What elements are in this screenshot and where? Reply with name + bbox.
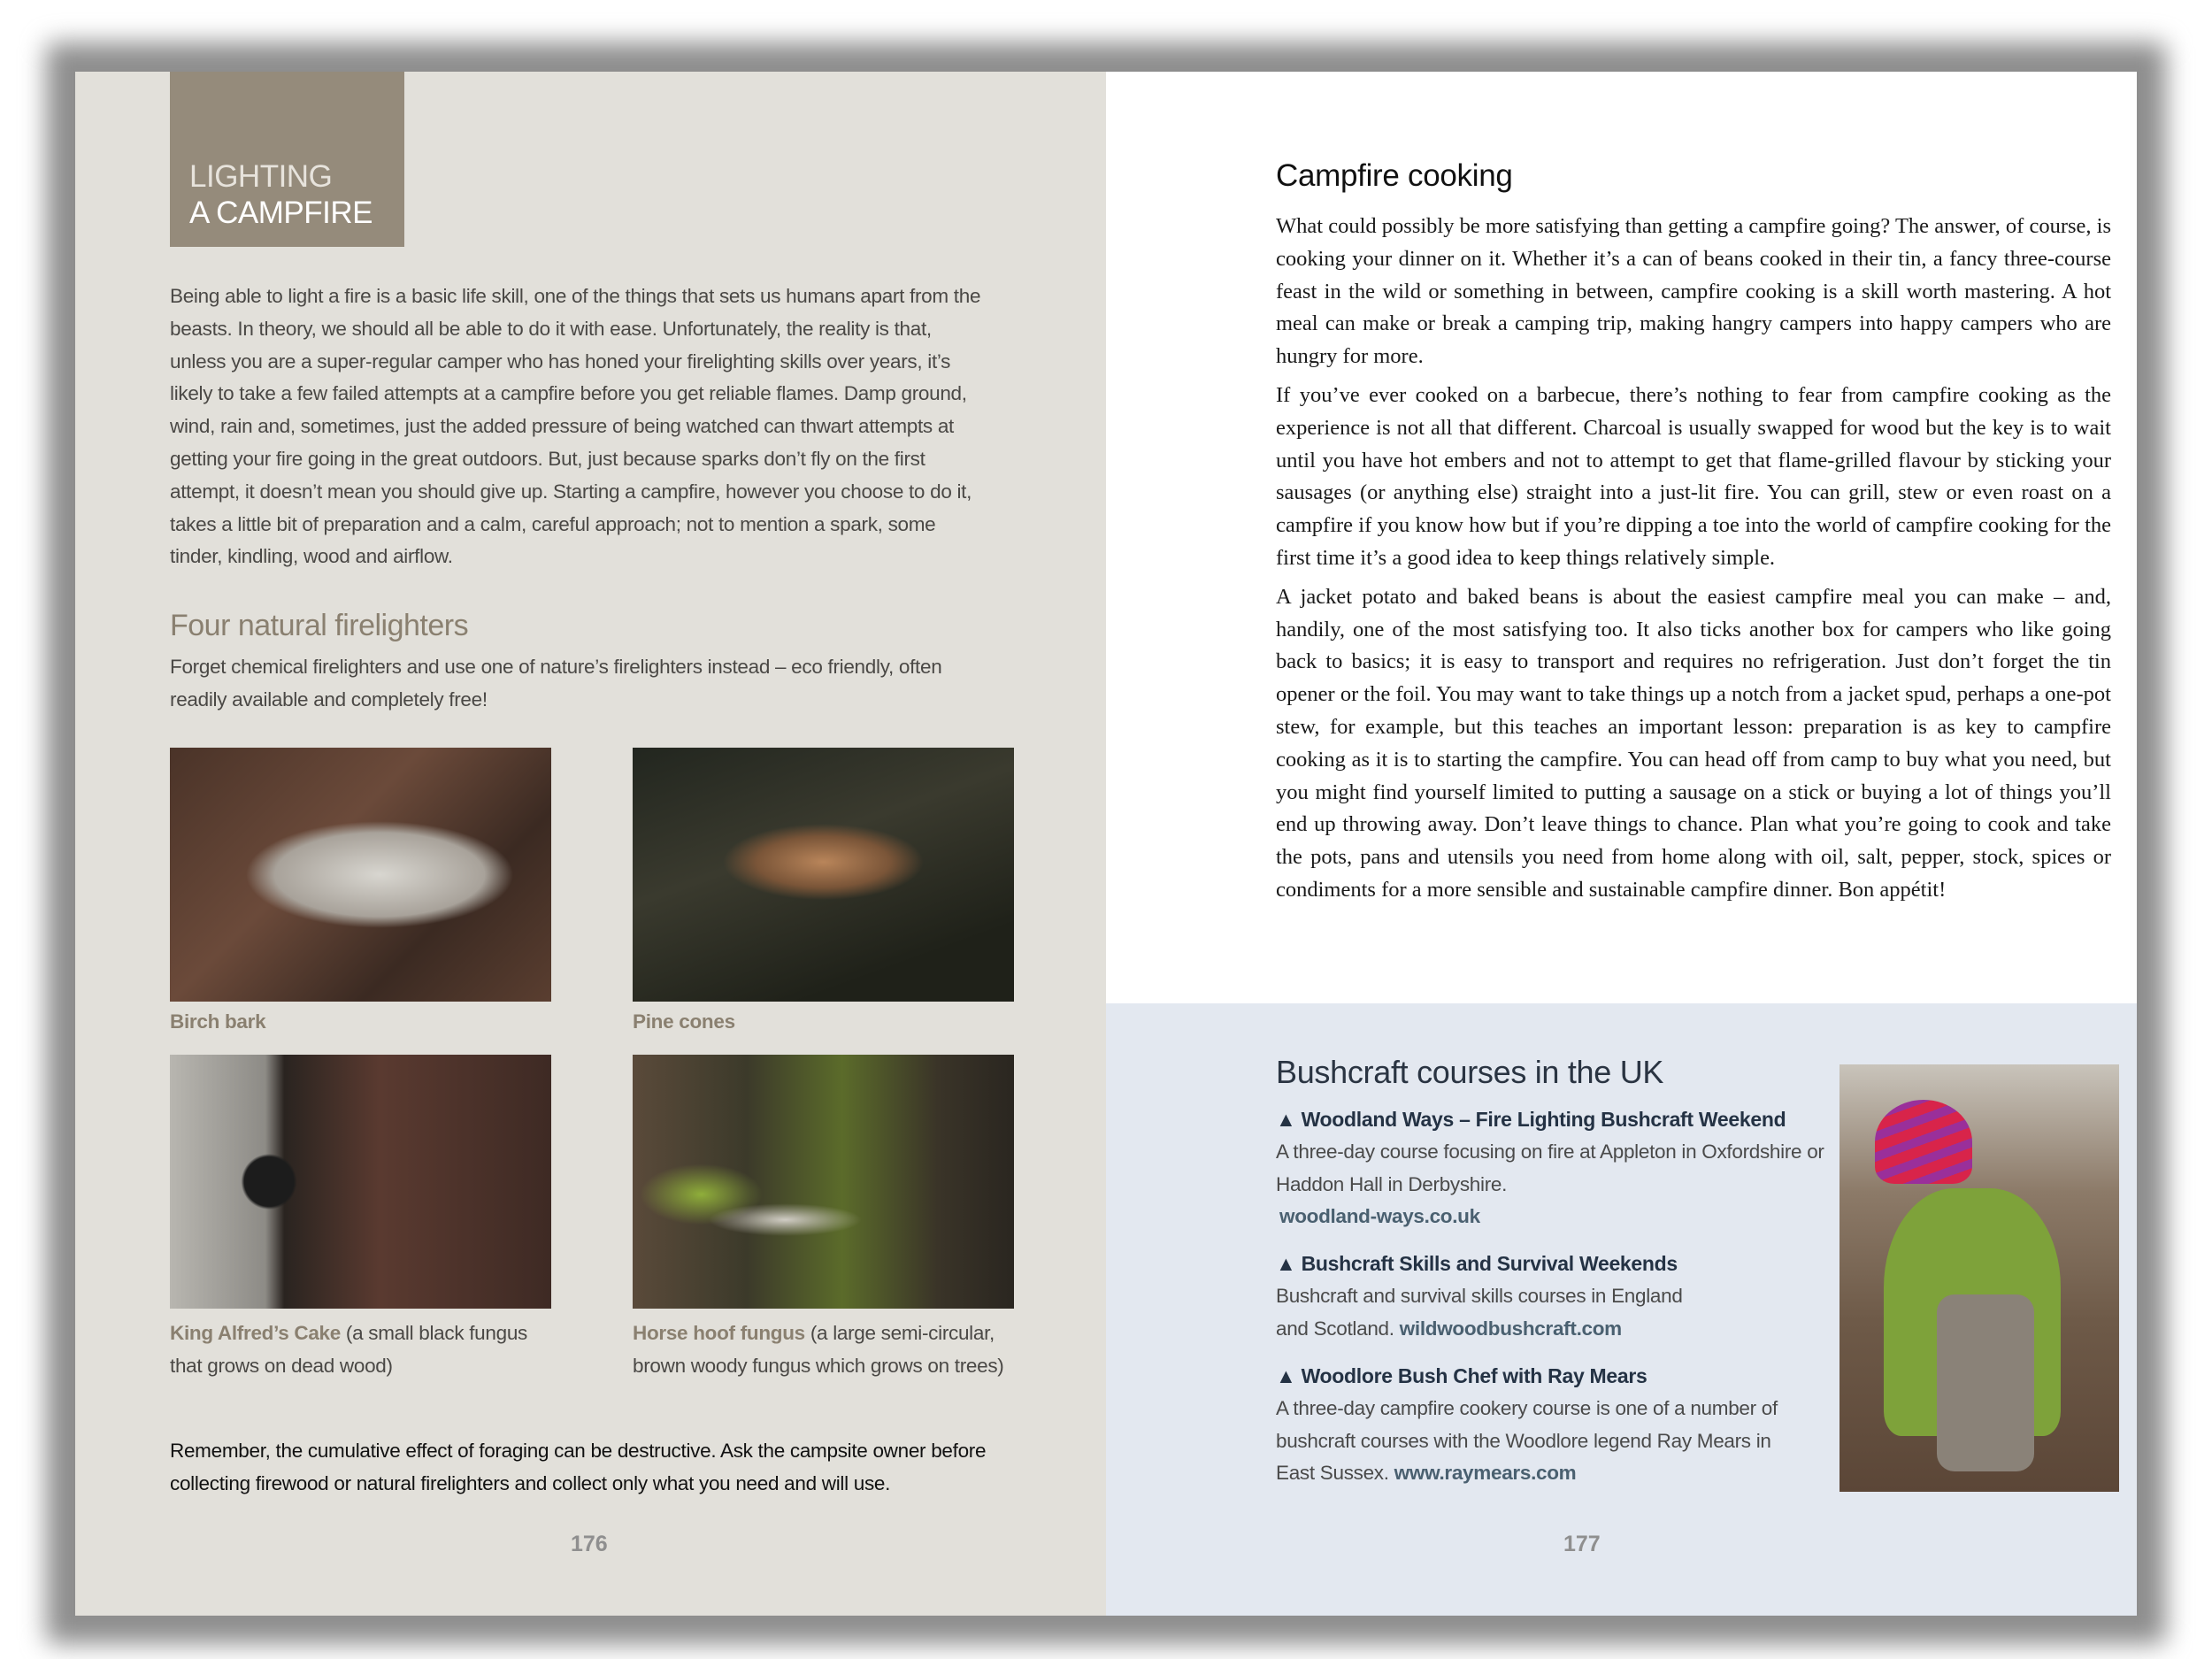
section-intro: Forget chemical firelighters and use one of nature’s firelighters instead – eco friendly, often readily available and completely free!: [170, 656, 942, 710]
king-alfreds-cake-photo: [170, 1055, 551, 1309]
chapter-title-box: [170, 72, 404, 247]
course-link[interactable]: wildwoodbushcraft.com: [1399, 1317, 1622, 1340]
pine-cones-photo: [633, 748, 1014, 1002]
triangle-bullet-icon: ▲: [1276, 1252, 1296, 1275]
birch-bark-photo: [170, 748, 551, 1002]
course-link[interactable]: www.raymears.com: [1394, 1462, 1577, 1485]
triangle-bullet-icon: ▲: [1276, 1364, 1296, 1387]
caption-pine-cones: Pine cones: [633, 1010, 735, 1033]
course-desc: Bushcraft and survival skills courses in England and Scotland. wildwoodbushcraft.com: [1276, 1284, 1683, 1340]
bushcraft-photo: [1839, 1064, 2119, 1492]
course-title: ▲ Woodland Ways – Fire Lighting Bushcraft Weekend: [1276, 1108, 1786, 1131]
page-number-left: 176: [571, 1532, 608, 1556]
course-item: [1276, 1248, 1824, 1345]
course-item: [1276, 1103, 1824, 1233]
course-link[interactable]: woodland-ways.co.uk: [1279, 1205, 1480, 1228]
page-number-right: 177: [1563, 1532, 1601, 1556]
foraging-warning: Remember, the cumulative effect of foraging can be destructive. Ask the campsite owner before collecting firewood or natural firelighters and collect only what you need and will use.: [170, 1440, 987, 1494]
course-desc: A three-day campfire cookery course is one of a number of bushcraft courses with the Woodlore legend Ray Mears in East Sussex. www.raymears.com: [1276, 1396, 1778, 1485]
intro-paragraph: Being able to light a fire is a basic life skill, one of the things that sets us humans apart from the beasts. In theory, we should all be able to do it with ease. Unfortunately, the reality is that, unless you are a super-regular camper who has honed your firelighting skills over years, it’s likely to take a few failed attempts at a campfire before you get reliable flames. Damp ground, wind, rain and, sometimes, just the added pressure of being watched can thwart attempts at getting your fire going in the great outdoors. But, just because sparks don’t fly on the first attempt, it doesn’t mean you should give up. Starting a campfire, however you choose to do it, takes a little bit of preparation and a calm, careful approach; not to mention a spark, some tinder, kindling, wood and airflow.: [170, 285, 981, 568]
courses-heading: Bushcraft courses in the UK: [1276, 1054, 1664, 1090]
caption-horse-hoof-fungus: Horse hoof fungus (a large semi-circular, brown woody fungus which grows on trees): [633, 1322, 1004, 1377]
book-spread: [75, 72, 2137, 1616]
paragraph: What could possibly be more satisfying than getting a campfire going? The answer, of course, is cooking your dinner on it. Whether it’s a can of beans cooked in their tin, a fancy three-course feast in the wild or something in between, campfire cooking is a skill worth mastering. A hot meal can make or break a camping trip, making hangry campers into happy campers who are hungry for more.: [1276, 214, 2111, 369]
caption-birch-bark: Birch bark: [170, 1010, 266, 1033]
campfire-cooking-heading: Campfire cooking: [1276, 158, 1513, 193]
left-page: [75, 72, 1106, 1616]
chapter-title-line1: LIGHTING: [189, 159, 333, 194]
triangle-bullet-icon: ▲: [1276, 1108, 1296, 1131]
right-page: [1106, 72, 2137, 1616]
section-heading: Four natural firelighters: [170, 609, 469, 642]
course-desc: A three-day course focusing on fire at Appleton in Oxfordshire or Haddon Hall in Derbyshire.: [1276, 1140, 1824, 1195]
paragraph: A jacket potato and baked beans is about the easiest campfire meal you can make – and, handily, one of the most satisfying too. It also ticks another box for campers who like going back to basics; it is easy to transport and requires no refrigeration. Just don’t forget the tin opener or the foil. You may want to take things up a notch from a jacket spud, perhaps a one-pot stew, for example, but this teaches an important lesson: preparation is as key to campfire cooking as it is to starting the campfire. You can head off from camp to buy what you need, but you might find yourself limited to putting a sausage on a stick or buying a lot of things you’ll end up throwing away. Don’t leave things to chance. Plan what you’re going to cook and take the pots, pans and utensils you need from home along with oil, salt, pepper, stock, spices or condiments for a more sensible and sustainable campfire dinner. Bon appétit!: [1276, 584, 2111, 902]
course-title: ▲ Bushcraft Skills and Survival Weekends: [1276, 1252, 1678, 1275]
paragraph: If you’ve ever cooked on a barbecue, there’s nothing to fear from campfire cooking as the experience is not all that different. Charcoal is usually swapped for wood but the key is to wait until you have hot embers and not to attempt to get that flame-grilled flavour by sticking your sausages (or anything else) straight into a just-lit fire. You can grill, stew or even roast on a campfire if you know how but if you’re dipping a toe into the world of campfire cooking for the first time it’s a good idea to keep things relatively simple.: [1276, 382, 2111, 570]
horse-hoof-fungus-photo: [633, 1055, 1014, 1309]
course-title: ▲ Woodlore Bush Chef with Ray Mears: [1276, 1364, 1647, 1387]
caption-king-alfreds-cake: King Alfred’s Cake (a small black fungus that grows on dead wood): [170, 1322, 527, 1377]
chapter-title-line2: A CAMPFIRE: [189, 196, 373, 230]
campfire-cooking-text: [1276, 211, 2111, 913]
course-item: [1276, 1360, 1824, 1490]
